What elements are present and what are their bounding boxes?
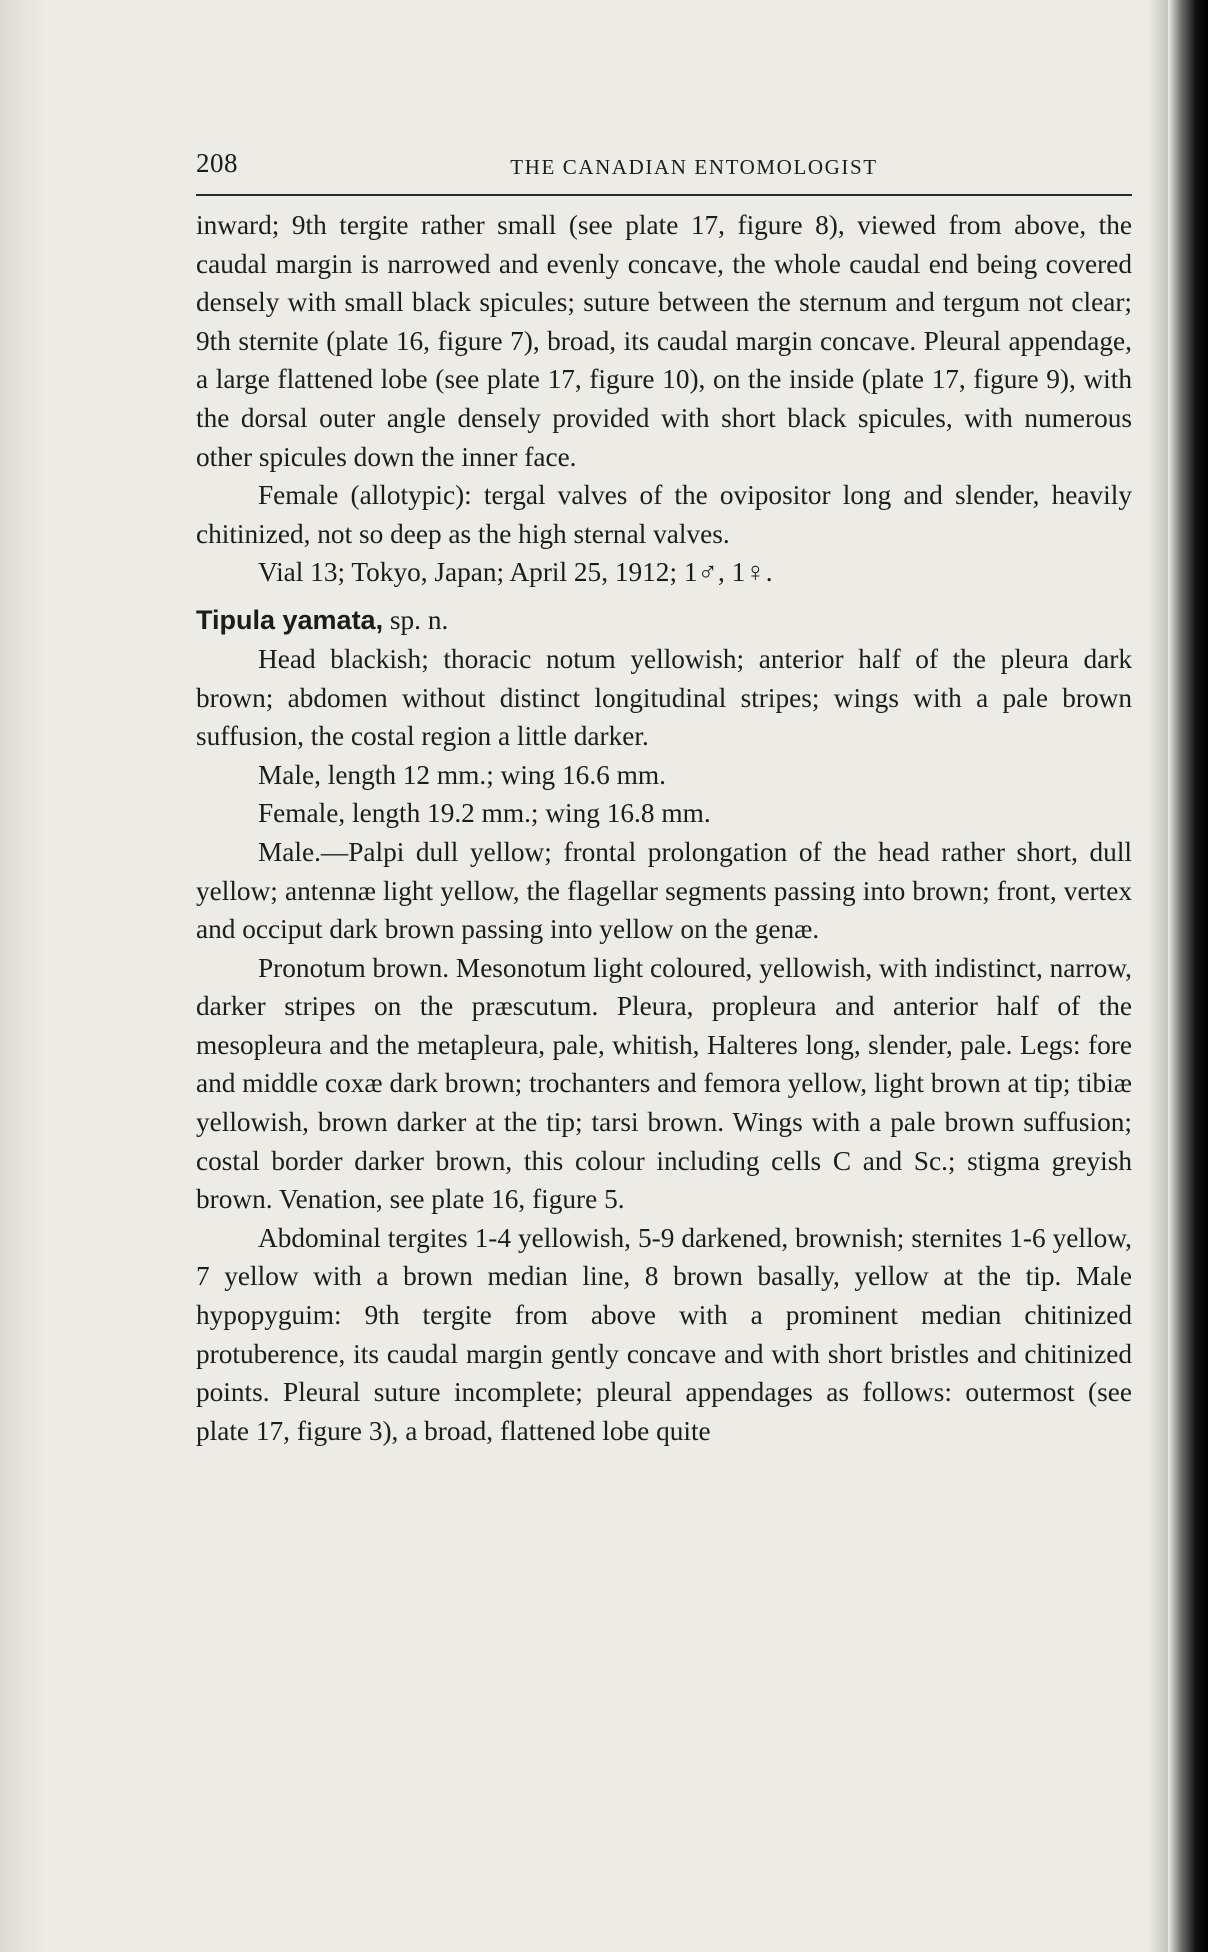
paragraph-female-allotype: Female (allotypic): tergal valves of the ovipositor long and slender, heavily chitinized, not so deep as the high sternal valves. — [196, 480, 1132, 549]
page-number: 208 — [196, 148, 238, 178]
paragraph-female-size: Female, length 19.2 mm.; wing 16.8 mm. — [258, 798, 711, 829]
journal-title: THE CANADIAN ENTOMOLOGIST — [510, 155, 878, 179]
page-left-margin — [0, 0, 48, 1952]
paragraph-type-locality: Vial 13; Tokyo, Japan; April 25, 1912; 1♂, 1♀. — [258, 557, 773, 588]
species-status: sp. n. — [383, 604, 449, 635]
spine-shadow — [1148, 0, 1168, 1952]
book-spine-edge — [1168, 0, 1208, 1952]
paragraph-thorax: Pronotum brown. Mesonotum light coloured, yellowish, with indistinct, narrow, darker stripes on the præscutum. Pleura, propleura and anterior half of the mesopleura and the metapleura, pale, whitish, Halteres long, slender, pale. Legs: fore and middle coxæ dark brown; trochanters and femora yellow, light brown at tip; tibiæ yellowish, brown darker at the tip; tarsi brown. Wings with a pale brown suffusion; costal border darker brown, this colour including cells C and Sc.; stigma greyish brown. Venation, see plate 16, figure 5. — [196, 952, 1132, 1215]
paragraph-hypopygium-continued: inward; 9th tergite rather small (see plate 17, figure 8), viewed from above, the caudal margin is narrowed and evenly concave, the whole caudal end being covered densely with small black spicules; suture between the sternum and tergum not clear; 9th sternite (plate 16, figure 7), broad, its caudal margin concave. Pleural appendage, a large flattened lobe (see plate 17, figure 10), on the inside (plate 17, figure 9), with the dorsal outer angle densely provided with short black spicules, with numerous other spicules down the inner face. — [196, 210, 1132, 472]
running-head — [196, 138, 1132, 186]
species-name: Tipula yamata, — [196, 604, 384, 635]
paragraph-male-size: Male, length 12 mm.; wing 16.6 mm. — [258, 759, 666, 790]
species-heading — [196, 600, 1132, 640]
article-body — [196, 206, 1132, 1450]
paragraph-abdomen: Abdominal tergites 1-4 yellowish, 5-9 darkened, brownish; sternites 1-6 yellow, 7 yellow with a brown median line, 8 brown basally, yellow at the tip. Male hypopyguim: 9th tergite from above with a prominent median chitinized protuberence, its caudal margin gently concave and with short bristles and chitinized points. Pleural suture incomplete; pleural appendages as follows: outermost (see plate 17, figure 3), a broad, flattened lobe quite — [196, 1222, 1132, 1446]
header-rule — [196, 194, 1132, 196]
paragraph-male-head: Male.—Palpi dull yellow; frontal prolongation of the head rather short, dull yellow; antennæ light yellow, the flagellar segments passing into brown; front, vertex and occiput dark brown passing into yellow on the genæ. — [196, 836, 1132, 945]
journal-page — [196, 138, 1132, 1450]
paragraph-diagnosis: Head blackish; thoracic notum yellowish; anterior half of the pleura dark brown; abdomen without distinct longitudinal stripes; wings with a pale brown suffusion, the costal region a little darker. — [196, 643, 1132, 752]
